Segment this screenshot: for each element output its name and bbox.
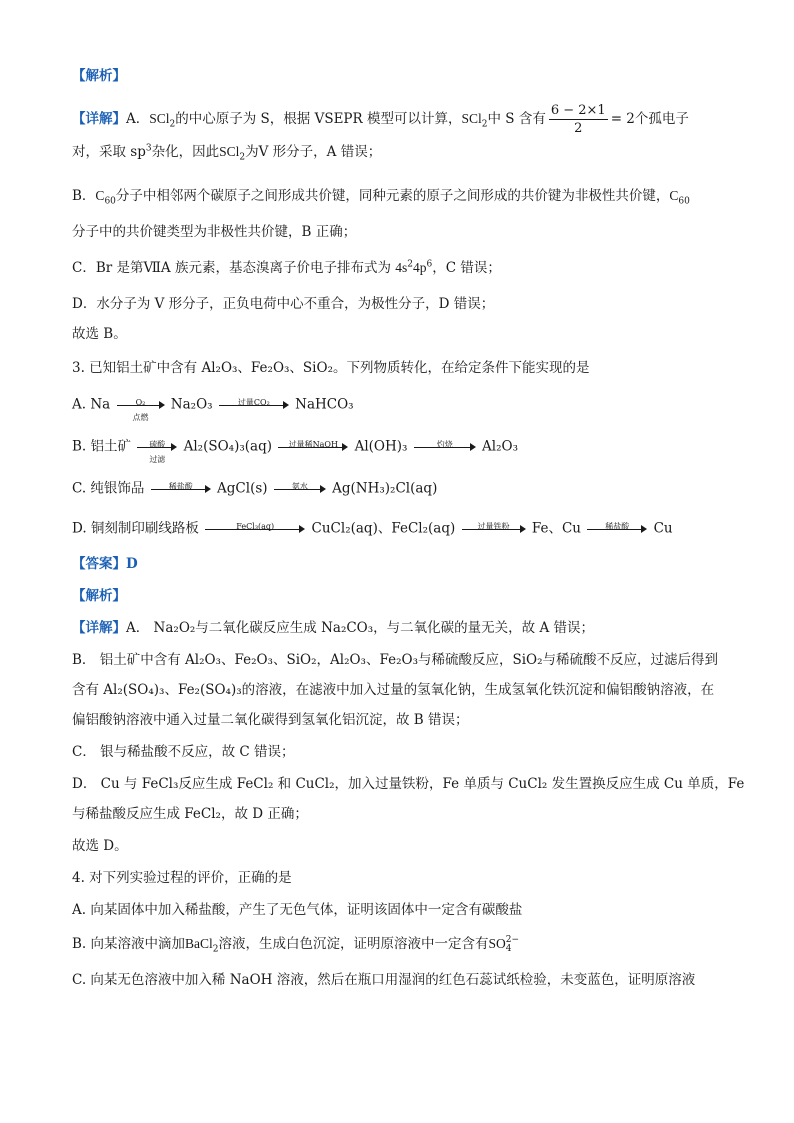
detail-tag: 【详解】: [72, 111, 126, 127]
q4-option-c: C. 向某无色溶液中加入稀 NaOH 溶液，然后在瓶口用湿润的红色石蕊试纸检验，未变蓝色，证明原溶液: [72, 972, 696, 988]
reaction-arrow: 氨水: [274, 478, 326, 500]
q3-option-c: C. 纯银饰品 稀盐酸 AgCl(s) 氨水 Ag(NH₃)₂Cl(aq): [72, 478, 437, 500]
reaction-arrow: 硫酸 过滤: [137, 436, 177, 458]
reaction-arrow: FeCl₃(aq): [205, 518, 305, 540]
q2-detail-b-line1: B．$C_{60}$分子中相邻两个碳原子之间形成共价键，同种元素的原子之间形成的共价键为非极性共价键，$C_{60}$: [72, 188, 690, 207]
q3-option-a: A. Na O₂ 点燃 Na₂O₃ 过量CO₂ NaHCO₃: [72, 394, 354, 416]
q4-option-a: A. 向某固体中加入稀盐酸，产生了无色气体，证明该固体中一定含有碳酸盐: [72, 902, 523, 918]
reaction-arrow: 过量稀NaOH: [278, 436, 348, 458]
q3-detail-b-line1: B． 铝土矿中含有 Al₂O₃、Fe₂O₃、SiO₂，Al₂O₃、Fe₂O₃与稀硫酸反应，SiO₂与稀硫酸不反应，过滤后得到: [72, 652, 719, 668]
reaction-arrow: 稀盐酸: [587, 518, 647, 540]
reaction-arrow: 灼烧: [414, 436, 476, 458]
q4-stem: 4. 对下列实验过程的评价，正确的是: [72, 870, 292, 886]
q3-option-d: D. 铜刻制印刷线路板 FeCl₃(aq) CuCl₂(aq)、FeCl₂(aq) 过量铁粉 Fe、Cu 稀盐酸 Cu: [72, 518, 673, 540]
q3-analysis-heading: 【解析】: [72, 588, 126, 604]
reaction-arrow: 稀盐酸: [151, 478, 211, 500]
analysis-heading: 【解析】: [72, 68, 126, 84]
q2-detail-b-line2: 分子中的共价键类型为非极性共价键，B 正确；: [72, 224, 357, 240]
q3-option-b: B. 铝土矿 硫酸 过滤 Al₂(SO₄)₃(aq) 过量稀NaOH Al(OH)₃ 灼烧 Al₂O₃: [72, 436, 518, 458]
q2-detail-c: C．Br 是第ⅦA 族元素，基态溴离子价电子排布式为 $4s^24p^6$，C 错误；: [72, 259, 501, 276]
q3-stem: 3. 已知铝土矿中含有 Al₂O₃、Fe₂O₃、SiO₂。下列物质转化，在给定条件下能实现的是: [72, 360, 590, 376]
q3-conclusion: 故选 D。: [72, 838, 128, 854]
q3-answer: 【答案】D: [72, 556, 138, 572]
q2-detail-d: D．水分子为 V 形分子，正负电荷中心不重合，为极性分子，D 错误；: [72, 296, 495, 312]
q3-detail-d-line2: 与稀盐酸反应生成 FeCl₂，故 D 正确；: [72, 806, 308, 822]
q3-detail-b-line3: 偏铝酸钠溶液中通入过量二氧化碳得到氢氧化铝沉淀，故 B 错误；: [72, 712, 469, 728]
q2-detail-a-line2: 对，采取 $sp^3$杂化，因此SCl$_2$为V 形分子，A 错误；: [72, 143, 382, 163]
reaction-arrow: O₂ 点燃: [117, 394, 165, 416]
q3-detail-d-line1: D． Cu 与 FeCl₃反应生成 FeCl₂ 和 CuCl₂，加入过量铁粉，Fe 单质与 CuCl₂ 发生置换反应生成 Cu 单质，Fe: [72, 776, 745, 792]
q3-detail-c: C． 银与稀盐酸不反应，故 C 错误；: [72, 744, 295, 760]
q2-conclusion: 故选 B。: [72, 326, 127, 342]
reaction-arrow: 过量铁粉: [462, 518, 526, 540]
q3-detail-a: 【详解】A． Na₂O₂与二氧化碳反应生成 Na₂CO₃，与二氧化碳的量无关，故 A 错误；: [72, 620, 594, 636]
q3-detail-b-line2: 含有 Al₂(SO₄)₃、Fe₂(SO₄)₃的溶液，在滤液中加入过量的氢氧化钠，生成氢氧化铁沉淀和偏铝酸钠溶液，在: [72, 682, 715, 698]
lone-pair-fraction: $\frac{6 - 2\times 1}{2}$: [550, 103, 606, 136]
q2-detail-a-line1: 【详解】A．SCl$_2$的中心原子为 S，根据 VSEPR 模型可以计算，SCl$_2$中 S 含有 $\frac{6 - 2\times 1}{2}$ = 2个孤电子: [72, 103, 689, 136]
reaction-arrow: 过量CO₂: [219, 394, 289, 416]
q4-option-b: B. 向某溶液中滴加BaCl$_2$溶液，生成白色沉淀，证明原溶液中一定含有SO 2− 4: [72, 934, 520, 955]
